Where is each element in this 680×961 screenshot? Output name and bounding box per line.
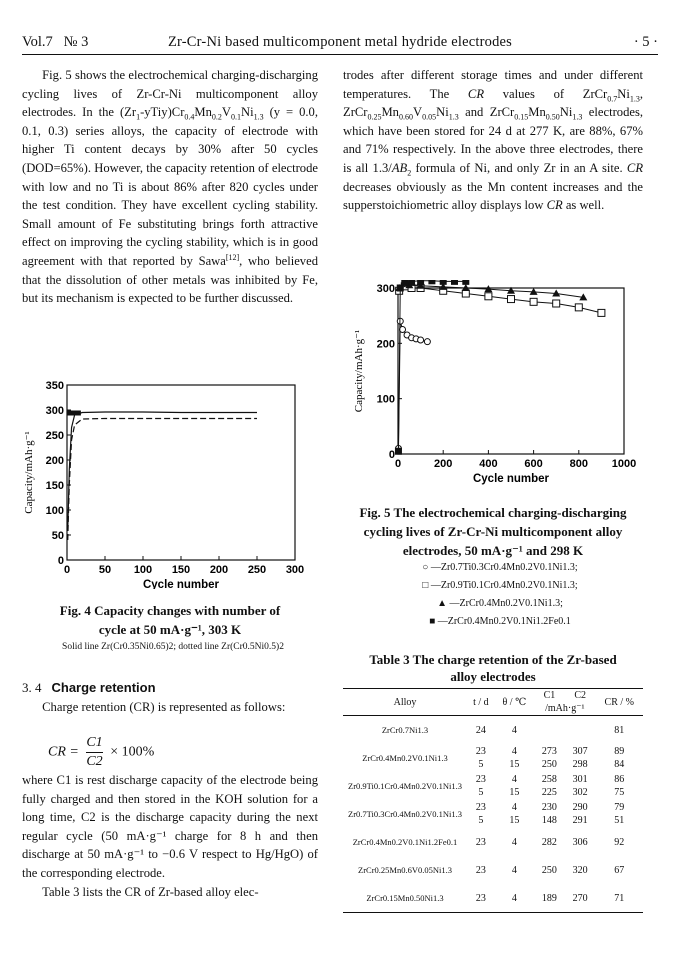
table-cell-t: 23 (475, 836, 486, 848)
table-cell-c1: 189 (534, 884, 565, 913)
y-tick-label: 200 (376, 338, 395, 351)
x-tick-label: 300 (285, 564, 305, 576)
fig4-note: Solid line Zr(Cr0.35Ni0.65)2; dotted line Zr(Cr0.5Ni0.5)2 (62, 642, 284, 652)
table-cell-c2: 290 291 (572, 802, 588, 826)
running-title: Zr-Cr-Ni based multicomponent metal hydride electrodes (167, 34, 513, 50)
right-column (343, 66, 643, 215)
fig4-chart (20, 374, 320, 589)
issue-number: № 3 (63, 34, 89, 50)
table-cell-c2: 306 (572, 836, 588, 848)
table-cell-c2: 301 302 (572, 774, 588, 798)
col-header-time: t / d (467, 689, 495, 716)
table-cell-cr: 81 (614, 724, 625, 736)
x-tick-label: 150 (171, 564, 191, 576)
y-tick-label: 300 (45, 405, 64, 417)
running-header (22, 34, 658, 55)
page-number: · 5 · (633, 34, 658, 50)
data-point (508, 296, 515, 303)
legend-item: ■ —ZrCr0.4Mn0.2V0.1Ni1.2Fe0.1 (429, 616, 571, 627)
fig5-caption-line2: cycling lives of Zr-Cr-Ni multicomponent alloy (363, 524, 623, 539)
table-cell-t: 23 (467, 884, 495, 913)
col-header-c2: C2 (565, 689, 596, 703)
data-point (418, 337, 424, 343)
legend-item: ○ —Zr0.7Ti0.3Cr0.4Mn0.2V0.1Ni1.3; (422, 562, 578, 573)
plot-frame (398, 288, 624, 454)
table-cell-c2: 270 (565, 884, 596, 913)
data-point (462, 280, 469, 285)
y-tick-label: 200 (45, 455, 64, 467)
table-cell-theta: 4 (511, 836, 517, 848)
data-point (598, 309, 605, 316)
paragraph-charge-retention: trodes after different storage times and under different temperatures. The CR values of $ZrCr_{0.7}Ni_{1.3}$, $ZrCr_{0.25}Mn_{0.60}V_{0.05}Ni_{1.3}$ and $ZrCr_{0.15}Mn_{0.50}Ni_{1.3}$ electrodes, which have been stored for 24 d at 277 K, are 88%, 67% and 71% respectively. In the above three electrodes, there is all $1.3/AB_2$ formula of Ni, and only Zr in an A site. CR decreases obviously as the Mn content increases and the supperstoichiometric alloy displays low CR as well. (343, 68, 644, 213)
table-cell-t: 23 5 (475, 774, 486, 798)
table-cell-theta: 4 15 (509, 774, 520, 798)
table-cell-cr: 79 51 (614, 802, 625, 826)
table-cell-alloy: Zr0.7Ti0.3Cr0.4Mn0.2V0.1Ni1.3 (348, 808, 462, 819)
paragraph-fig5-discussion: Fig. 5 shows the electrochemical charging-discharging cycling lives of Zr-Cr-Ni multicomponent alloy electrodes. In the $(Zr_1-yTiy)Cr_{0.4}Mn_{0.2}V_{0.1}Ni_{1.3}$ (y = 0.0, 0.1, 0.3) series alloys, the capacity of electrode with higher Ti content decays by 30% after 50 cycles (DOD=65%). However, the capacity retention of electrode with low and no Ti is about 86% after 820 cycles under the test condition. They have excellent cycling stability. Small amount of Fe substituting brings forth attractive effect on improving the cycling stability, which is in good agreement with that reported by Sawa[12], who believed that the dissolution of other metals was inhibited by Fe, but its mechanism is expected to be further discussed. (22, 68, 318, 306)
table-row (343, 856, 643, 884)
table-cell-cr: 89 84 (614, 746, 625, 770)
fig4-caption (22, 601, 318, 639)
data-point (553, 300, 560, 307)
legend-item: ▲ —ZrCr0.4Mn0.2V0.1Ni1.3; (437, 598, 563, 609)
table-row (343, 800, 643, 828)
table-cell-cr: 92 (614, 836, 625, 848)
table-cell-t: 23 5 (475, 802, 486, 826)
x-tick-label: 200 (209, 564, 229, 576)
table-cell-theta: 4 15 (509, 746, 520, 770)
table3-title-line2: alloy electrodes (450, 669, 536, 684)
col-header-c1: C1 (534, 689, 565, 703)
table3-title-line1: Table 3 The charge retention of the Zr-based (369, 652, 617, 667)
table-cell-alloy: ZrCr0.7Ni1.3 (381, 724, 429, 735)
table-cell-alloy: ZrCr0.15Mn0.50Ni1.3 (343, 884, 467, 913)
table-cell-c1 (534, 716, 565, 745)
section-number: 3. 4 (22, 680, 42, 695)
table-cell-c1: 230 148 (541, 802, 557, 826)
table-cell-c1: 273 250 (541, 746, 557, 770)
table-cell-c2 (565, 716, 596, 745)
data-point (462, 290, 469, 297)
y-tick-label: 100 (376, 393, 395, 406)
col-header-cr: CR / % (596, 689, 643, 716)
table-cell-c1: 250 (541, 864, 557, 876)
section-heading (22, 680, 156, 696)
series-line-1 (68, 412, 257, 530)
col-header-unit: /mAh·g⁻¹ (534, 702, 595, 716)
section-body-text: where C1 is rest discharge capacity of the electrode being fully charged and then stored in the KOH solution for a long time, C2 is the discharge capacity during the next regular cycle (50 mA·g⁻¹ charge for 8 h and then discharge at 50 mA·g⁻¹ to −0.6 V respect to Hg/HgO) of the corresponding electrode. (22, 773, 318, 880)
y-tick-label: 0 (388, 449, 395, 461)
table-row (343, 772, 643, 800)
table-cell-t: 24 (475, 724, 486, 736)
data-point (530, 298, 537, 305)
x-tick-label: 600 (524, 458, 543, 470)
table-cell-c2: 320 (572, 864, 588, 876)
y-tick-label: 250 (45, 430, 64, 442)
fig4-caption-line2: cycle at 50 mA·g⁻¹, 303 K (98, 622, 242, 637)
volume-label: Vol.7 (22, 34, 53, 50)
col-header-temp: θ / ℃ (495, 689, 534, 716)
x-tick-label: 200 (434, 458, 453, 470)
x-tick-label: 250 (247, 564, 267, 576)
x-tick-label: 50 (98, 564, 112, 576)
series-line-2 (68, 419, 257, 541)
y-tick-label: 350 (45, 380, 64, 392)
section-intro-text: Charge retention (CR) is represented as follows: (42, 700, 286, 714)
table-cell-cr: 71 (596, 884, 643, 913)
table-cell-c2: 307 298 (572, 746, 588, 770)
section-title: Charge retention (51, 680, 156, 695)
data-point (440, 280, 447, 285)
data-point (417, 280, 424, 284)
table-cell-theta: 4 15 (509, 802, 520, 826)
table-cell-c1: 282 (541, 836, 557, 848)
section-body (22, 771, 318, 901)
formula-rhs: × 100% (110, 744, 155, 760)
table-row (343, 884, 643, 913)
fig5-chart (350, 280, 650, 490)
x-tick-label: 400 (479, 458, 498, 470)
x-tick-label: 0 (63, 564, 71, 576)
fig4-caption-line1: Fig. 4 Capacity changes with number of (59, 603, 281, 618)
table-cell-cr: 86 75 (614, 774, 625, 798)
data-point (76, 411, 81, 416)
col-header-alloy: Alloy (343, 689, 467, 716)
x-tick-label: 1000 (611, 458, 637, 470)
data-point (395, 448, 402, 455)
table-cell-alloy: ZrCr0.4Mn0.2V0.1Ni1.2Fe0.1 (352, 836, 458, 847)
table-cell-c1: 258 225 (541, 774, 557, 798)
table-row (343, 828, 643, 856)
series-line-4 (398, 281, 465, 451)
formula-fraction (86, 734, 102, 771)
formula-denominator: C2 (86, 754, 103, 769)
table-cell-theta: 4 (511, 724, 517, 736)
y-tick-label: 0 (57, 555, 64, 567)
data-point (451, 280, 458, 285)
data-point (575, 304, 582, 311)
y-tick-label: 300 (376, 283, 395, 295)
legend-item: □ —Zr0.9Ti0.1Cr0.4Mn0.2V0.1Ni1.3; (422, 580, 578, 591)
section-intro (22, 698, 318, 717)
plot-frame (67, 385, 295, 560)
table-cell-t: 23 (475, 864, 486, 876)
fig5-caption-line1: Fig. 5 The electrochemical charging-discharging (359, 505, 627, 520)
table-cell-alloy: ZrCr0.4Mn0.2V0.1Ni1.3 (362, 752, 448, 763)
y-tick-label: 100 (45, 505, 64, 517)
fig5-caption-line3: electrodes, 50 mA·g⁻¹ and 298 K (402, 543, 584, 558)
data-point (400, 327, 406, 333)
x-tick-label: 100 (133, 564, 153, 576)
fig5-legend (365, 559, 635, 631)
cr-formula (48, 734, 154, 771)
left-column (22, 66, 318, 308)
data-point (485, 293, 492, 300)
table3-title (343, 651, 643, 685)
table-cell-t: 23 5 (475, 746, 486, 770)
table-cell-alloy: ZrCr0.25Mn0.6V0.05Ni1.3 (358, 864, 452, 875)
y-tick-label: 150 (45, 480, 64, 492)
table-row (343, 744, 643, 772)
data-point (408, 280, 415, 285)
x-axis-label: Cycle number (472, 473, 550, 485)
data-point (424, 339, 430, 345)
table-row (343, 716, 643, 745)
x-tick-label: 800 (569, 458, 588, 470)
y-tick-label: 50 (51, 530, 64, 542)
x-axis-label: Cycle number (142, 579, 220, 589)
x-tick-label: 0 (394, 458, 402, 470)
formula-lhs: CR = (48, 744, 79, 760)
table-cell-theta: 4 (511, 864, 517, 876)
data-point (401, 280, 408, 286)
fig5-caption (343, 503, 643, 560)
y-axis-label: Capacity/mAh·g⁻¹ (353, 329, 365, 413)
formula-numerator: C1 (86, 734, 102, 753)
table-cell-cr: 67 (614, 864, 625, 876)
y-axis-label: Capacity/mAh·g⁻¹ (23, 431, 35, 514)
table-cell-theta: 4 (495, 884, 534, 913)
data-point (428, 280, 435, 284)
table3 (343, 688, 643, 913)
table-cell-alloy: Zr0.9Ti0.1Cr0.4Mn0.2V0.1Ni1.3 (348, 780, 462, 791)
section-body-text2: Table 3 lists the CR of Zr-based alloy elec- (42, 884, 259, 899)
